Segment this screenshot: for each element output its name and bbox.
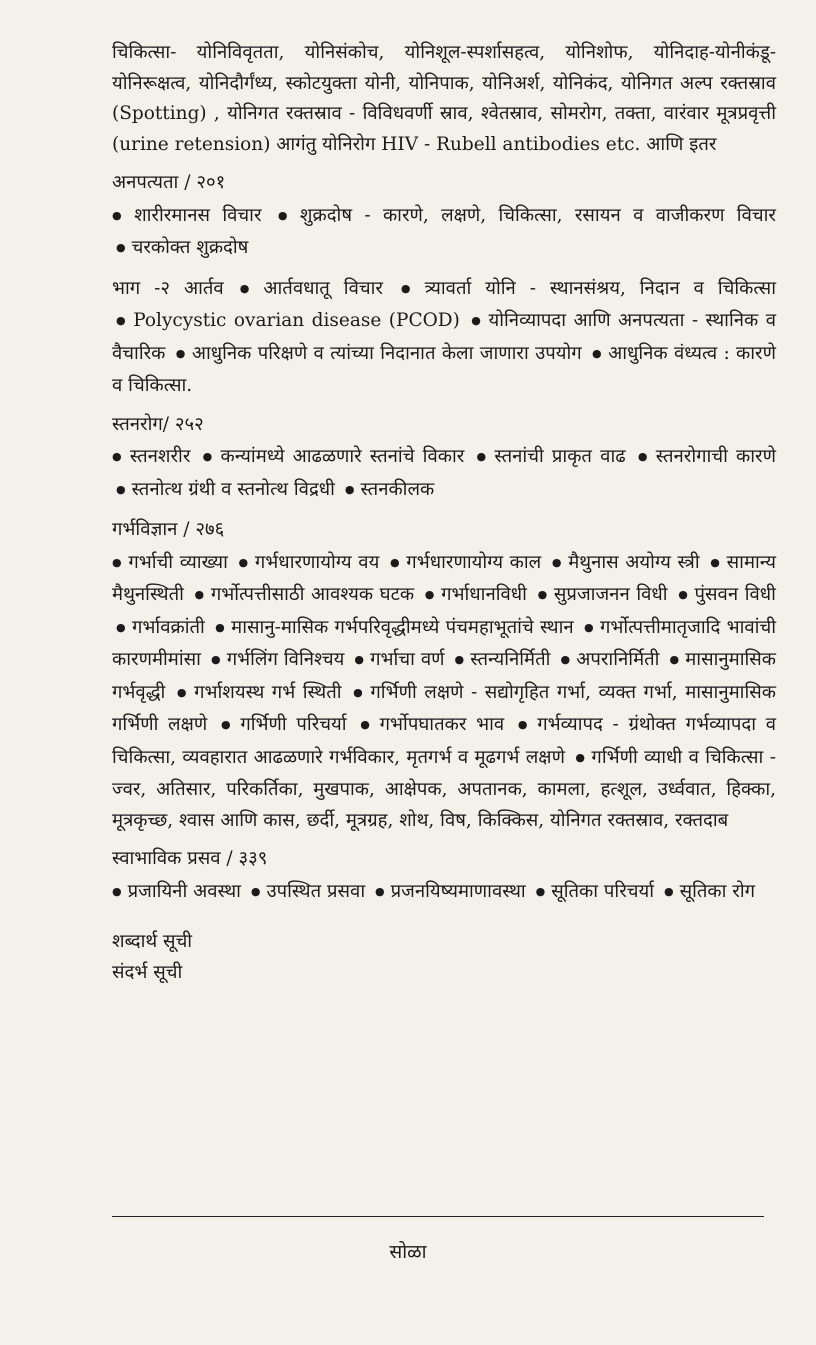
topic-item: ● Polycystic ovarian disease (PCOD) (112, 310, 460, 331)
page-number: सोळा (389, 1241, 427, 1263)
toc-sections (112, 168, 776, 909)
topic-item: ● स्तनकीलक (341, 479, 434, 500)
topic-item: ● मासानु-मासिक गर्भपरिवृद्धीमध्ये पंचमहाभूतांचे स्थान (211, 617, 574, 638)
topic-item: ● कन्यांमध्ये आढळणारे स्तनांचे विकार (199, 446, 465, 467)
topic-item: ● गर्भधारणायोग्य वय (235, 552, 380, 573)
topic-item: ● प्रजायिनी अवस्था (112, 881, 241, 902)
topic-item: ● गर्भाशयस्थ गर्भ स्थिती (173, 682, 342, 703)
references-entry: संदर्भ सूची (112, 961, 183, 983)
bullet-paragraph (112, 442, 776, 507)
topic-item: ● गर्भाची व्याख्या (112, 552, 228, 573)
topic-item: ● गर्भिणी परिचर्या (217, 714, 347, 735)
topic-item: ● गर्भधारणायोग्य काल (386, 552, 541, 573)
topic-item: ● स्तनशरीर (112, 446, 190, 467)
contents-listing (112, 38, 776, 988)
topic-item: ● स्तनरोगाची कारणे (634, 446, 776, 467)
topic-item: ● आधुनिक वंध्यत्व : कारणे व चिकित्सा. (112, 343, 776, 397)
topic-item: ● गर्भावक्रांती (112, 617, 205, 638)
intro-paragraph: चिकित्सा- योनिविवृतता, योनिसंकोच, योनिशूल-स्पर्शासहत्व, योनिशोफ, योनिदाह-योनीकंडू-योनिरूक्षत्व, योनिदौर्गंध्य, स्कोटयुक्ता योनी, योनिपाक, योनिअर्श, योनिकंद, योनिगत अल्प रक्तस्राव (Spotting) , योनिगत रक्तस्राव - विविधवर्णी स्राव, श्वेतस्राव, सोमरोग, तक्ता, वारंवार मूत्रप्रवृत्ती (urine retension) आगंतु योनिरोग HIV - Rubell antibodies etc. आणि इतर (112, 42, 776, 155)
bullet-paragraph (112, 877, 776, 910)
topic-item: ● मैथुनास अयोग्य स्त्री (548, 552, 700, 573)
topic-item: ● गर्भलिंग विनिश्चय (207, 649, 344, 670)
topic-item: ● प्रजनयिष्यमाणावस्था (371, 881, 526, 902)
topic-item: ● शुक्रदोष - कारणे, लक्षणे, चिकित्सा, रसायन व वाजीकरण विचार (274, 205, 776, 226)
topic-item: ● आधुनिक परिक्षणे व त्यांच्या निदानात केला जाणारा उपयोग (172, 343, 582, 364)
footer-rule (112, 1216, 764, 1217)
topic-item: ● सामान्य मैथुनस्थिती (112, 552, 776, 606)
topic-item: ● गर्भोत्पत्तीमातृजादि भावांची कारणमीमांसा (112, 617, 776, 671)
topic-item: ● सुप्रजाजनन विधी (534, 584, 668, 605)
topic-item: ● चरकोक्त शुक्रदोष (112, 237, 248, 258)
topic-item: ● त्र्यावर्ता योनि - स्थानसंश्रय, निदान व चिकित्सा (397, 278, 776, 299)
part-label: भाग -२ आर्तव (112, 277, 224, 299)
section-heading: अनपत्यता / २०१ (112, 172, 226, 193)
topic-item: ● स्तन्यनिर्मिती (451, 649, 551, 670)
topic-item: ● स्तनोत्थ ग्रंथी व स्तनोत्थ विद्रधी (112, 479, 335, 500)
glossary-entry: शब्दार्थ सूची (112, 931, 193, 952)
topic-item: ● सूतिका रोग (660, 881, 755, 902)
bullet-paragraph (112, 201, 776, 266)
topic-item: ● सूतिका परिचर्या (532, 881, 654, 902)
topic-item: ● मासानुमासिक गर्भवृद्धी (112, 649, 776, 703)
bullet-paragraph (112, 548, 776, 837)
topic-item: ● पुंसवन विधी (674, 584, 776, 605)
topic-item: ● गर्भाचा वर्ण (350, 649, 444, 670)
topic-item: ● आर्तवधातू विचार (228, 278, 383, 299)
topic-item: ● गर्भिणी व्याधी व चिकित्सा - ज्वर, अतिसार, परिकर्तिका, मुखपाक, आक्षेपक, अपतानक, कामला, हत्शूल, उर्ध्ववात, हिक्का, मूत्रकृच्छ, श्वास आणि कास, छर्दी, मूत्रग्रह, शोथ, विष, किक्किस, योनिगत रक्तस्राव, रक्तदाब (112, 747, 776, 831)
bullet-paragraph (112, 274, 776, 402)
topic-item: ● गर्भिणी लक्षणे - सद्योगृहित गर्भा, व्यक्त गर्भा, मासानुमासिक गर्भिणी लक्षणे (112, 682, 776, 736)
section-heading: स्वाभाविक प्रसव / ३३९ (112, 848, 268, 869)
topic-item: ● गर्भोपघातकर भाव (356, 714, 504, 735)
back-matter (112, 927, 776, 988)
section-heading: स्तनरोग/ २५२ (112, 413, 204, 435)
topic-item: ● शारीरमानस विचार (112, 205, 262, 226)
section-heading: गर्भविज्ञान / २७६ (112, 519, 225, 540)
topic-item: ● गर्भाधानविधी (421, 584, 527, 605)
topic-item: ● गर्भव्यापद - ग्रंथोक्त गर्भव्यापदा व चिकित्सा, व्यवहारात आढळणारे गर्भविकार, मृतगर्भ व मूढगर्भ लक्षणे (112, 714, 776, 768)
topic-item: ● योनिव्यापदा आणि अनपत्यता - स्थानिक व वैचारिक (112, 310, 776, 364)
topic-item: ● उपस्थित प्रसवा (247, 881, 365, 902)
topic-item: ● स्तनांची प्राकृत वाढ (472, 446, 625, 467)
topic-item: ● गर्भोत्पत्तीसाठी आवश्यक घटक (191, 584, 415, 605)
topic-item: ● अपरानिर्मिती (556, 649, 659, 670)
